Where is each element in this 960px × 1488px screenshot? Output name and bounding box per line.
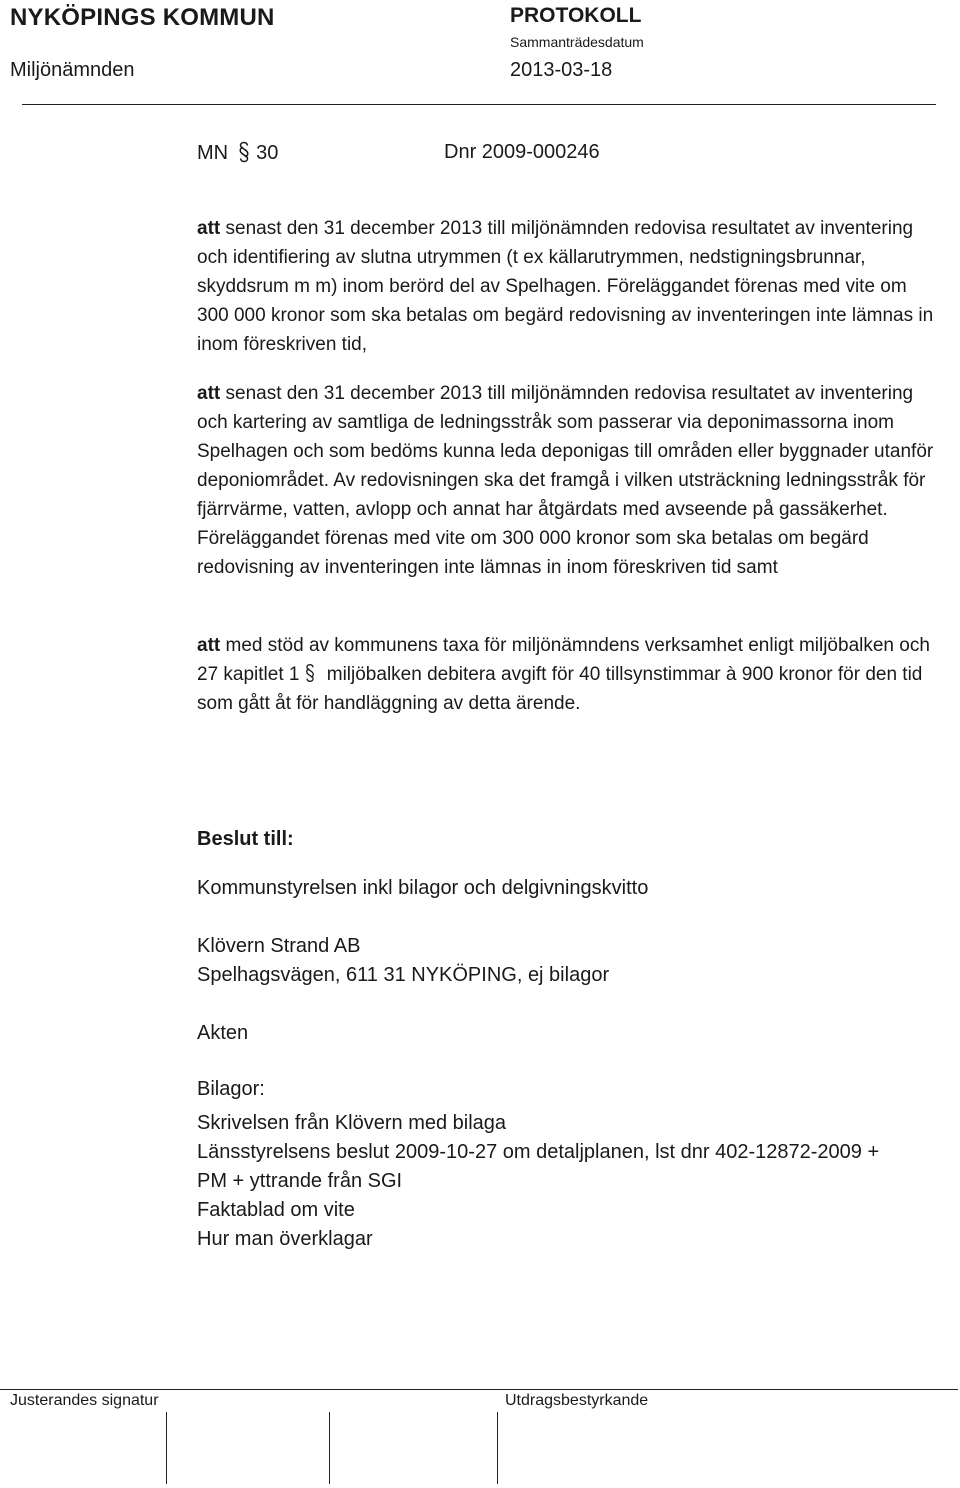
att-keyword: att — [197, 218, 221, 239]
case-prefix: MN — [197, 142, 229, 164]
att-keyword: att — [197, 383, 221, 404]
certificate-label: Utdragsbestyrkande — [505, 1392, 649, 1409]
organization-name: NYKÖPINGS KOMMUN — [10, 4, 275, 31]
section-sign-icon — [303, 663, 317, 683]
meeting-date: 2013-03-18 — [510, 59, 613, 81]
signature-box-divider — [497, 1412, 498, 1484]
case-line — [197, 141, 600, 165]
recipient-2-address: Spelhagsvägen, 611 31 NYKÖPING, ej bilagor — [197, 964, 610, 986]
footer-divider — [0, 1389, 958, 1390]
recipient-3: Akten — [197, 1022, 249, 1044]
signature-label: Justerandes signatur — [10, 1392, 159, 1409]
document-type: PROTOKOLL — [510, 4, 642, 27]
attachment-item: Faktablad om vite — [197, 1199, 355, 1221]
attachments-list — [197, 1109, 879, 1254]
paragraph-number: 30 — [256, 142, 279, 164]
recipient-1: Kommunstyrelsen inkl bilagor och delgivningskvitto — [197, 877, 649, 899]
date-label: Sammanträdesdatum — [510, 34, 644, 50]
paragraph-1-text: senast den 31 december 2013 till miljönämnden redovisa resultatet av inventering och identifiering av slutna utrymmen (t ex källarutrymmen, nedstigningsbrunnar, skyddsrum m m) inom berörd del av Spelhagen. Föreläggandet förenas med vite om 300 000 kronor som ska betalas om begärd redovisning av inventeringen inte lämnas in inom föreskriven tid, — [197, 218, 934, 355]
paragraph-3 — [197, 631, 937, 718]
signature-box-divider — [329, 1412, 330, 1484]
case-dnr: Dnr 2009-000246 — [444, 141, 600, 163]
recipient-2-name: Klövern Strand AB — [197, 935, 361, 957]
decision-title: Beslut till: — [197, 828, 294, 850]
attachment-item: Hur man överklagar — [197, 1228, 373, 1250]
paragraph-3-text-a: med stöd av kommunens taxa för miljönämndens verksamhet enligt miljöbalken och 27 kapitlet 1 — [197, 635, 930, 685]
board-name: Miljönämnden — [10, 59, 135, 81]
attachment-item: Länsstyrelsens beslut 2009-10-27 om detaljplanen, lst dnr 402-12872-2009 + — [197, 1141, 880, 1163]
header-divider — [22, 104, 936, 105]
paragraph-1 — [197, 214, 937, 359]
paragraph-3-text-b: miljöbalken debitera avgift för 40 tillsynstimmar à 900 kronor för den tid som gått åt för handläggning av detta ärende. — [197, 664, 923, 714]
signature-box-divider — [166, 1412, 167, 1484]
paragraph-2-text: senast den 31 december 2013 till miljönämnden redovisa resultatet av inventering och kartering av samtliga de ledningsstråk som passerar via deponimassorna inom Spelhagen och som bedöms kunna leda deponigas till områden eller byggnader utanför deponiområdet. Av redovisningen ska det framgå i vilken utsträckning ledningsstråk för fjärrvärme, vatten, avlopp och annat har åtgärdats med avseende på gassäkerhet. Föreläggandet förenas med vite om 300 000 kronor som ska betalas om begärd redovisning av inventeringen inte lämnas in inom föreskriven tid samt — [197, 383, 934, 578]
attachment-item: PM + yttrande från SGI — [197, 1170, 403, 1192]
recipient-2 — [197, 932, 609, 990]
att-keyword: att — [197, 635, 221, 656]
attachments-title: Bilagor: — [197, 1078, 265, 1100]
attachment-item: Skrivelsen från Klövern med bilaga — [197, 1112, 507, 1134]
paragraph-2 — [197, 379, 937, 582]
section-sign-icon — [236, 141, 252, 163]
